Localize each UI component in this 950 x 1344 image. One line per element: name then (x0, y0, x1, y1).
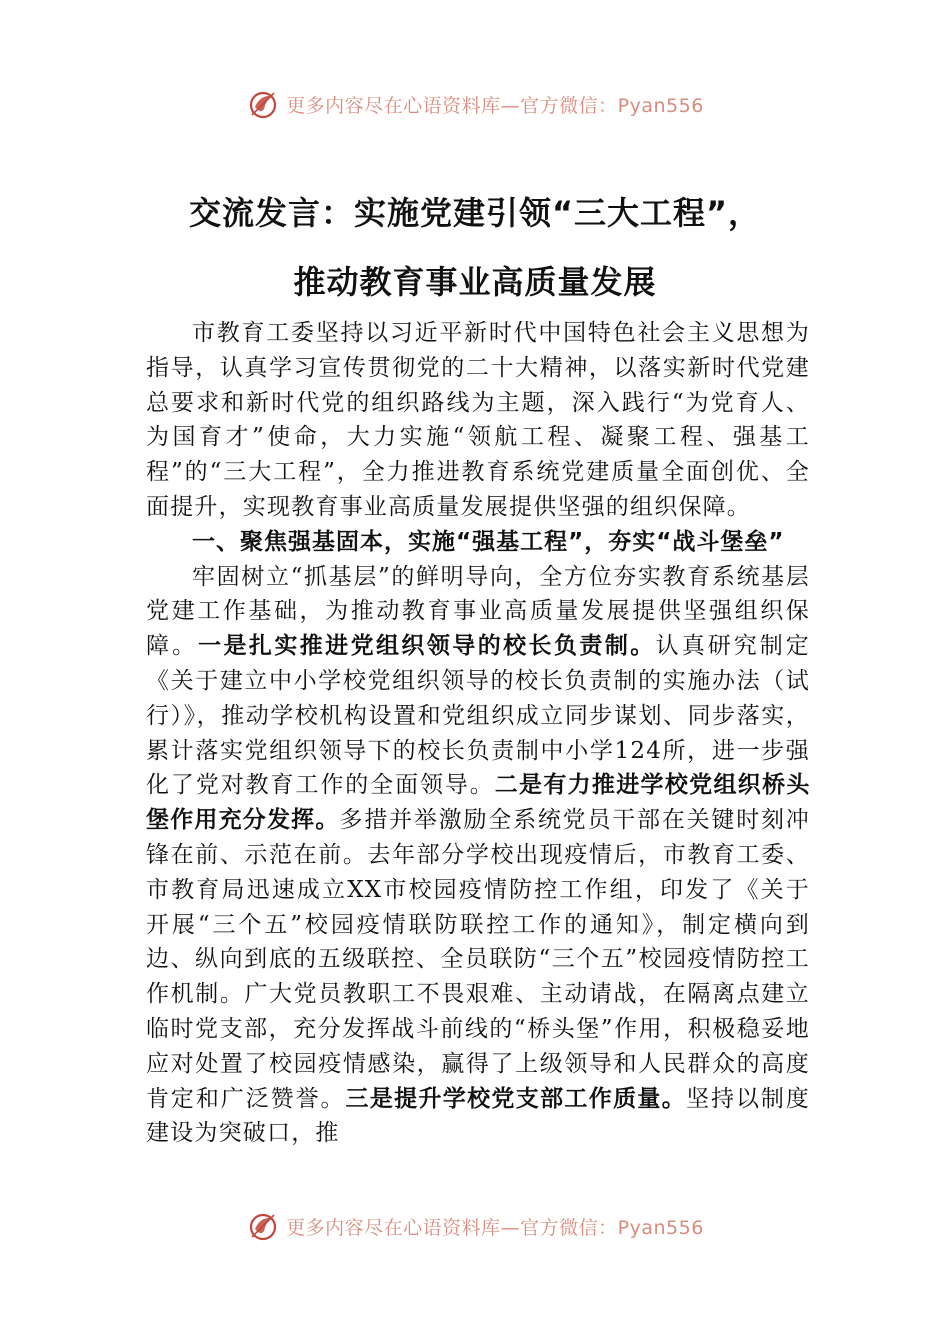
footer-watermark (0, 1206, 950, 1246)
watermark-logo-icon (246, 87, 280, 121)
point-3-text: 坚持以制度建设为突破口，推 (146, 1085, 810, 1147)
point-1-text: 认真研究制定《关于建立中小学校党组织领导的校长负责制的实施办法（试行）》，推动学校机构设置和党组织成立同步谋划、同步落实，累计落实党组织领导下的校长负责制中小学124所，进一步强化了党对教育工作的全面领导。 (146, 633, 810, 799)
watermark-text: 更多内容尽在心语资料库—官方微信：Pyan556 (286, 94, 704, 117)
section-1-lead: 牢固树立“抓基层”的鲜明导向，全方位夯实教育系统基层党建工作基础，为推动教育事业高质量发展提供坚强组织保障。 (146, 563, 810, 660)
intro-paragraph: 市教育工委坚持以习近平新时代中国特色社会主义思想为指导，认真学习宣传贯彻党的二十大精神，以落实新时代党建总要求和新时代党的组织路线为主题，深入践行“为党育人、为国育才”使命，大力实施“领航工程、凝聚工程、强基工程”的“三大工程”，全力推进教育系统党建质量全面创优、全面提升，实现教育事业高质量发展提供坚强的组织保障。 (146, 320, 810, 520)
point-2-text: 多措并举激励全系统党员干部在关键时刻冲锋在前、示范在前。去年部分学校出现疫情后，市教育工委、市教育局迅速成立XX市校园疫情防控工作组，印发了《关于开展“三个五”校园疫情联防联控工作的通知》，制定横向到边、纵向到底的五级联控、全员联防“三个五”校园疫情防控工作机制。广大党员教职工不畏艰难、主动请战，在隔离点建立临时党支部，充分发挥战斗前线的“桥头堡”作用，积极稳妥地应对处置了校园疫情感染，赢得了上级领导和人民群众的高度肯定和广泛赞誉。 (146, 807, 810, 1112)
watermark-text: 更多内容尽在心语资料库—官方微信：Pyan556 (286, 1216, 704, 1239)
section-1-paragraph (146, 560, 810, 1152)
watermark-logo-icon (246, 1209, 280, 1243)
document-body (146, 316, 810, 1151)
point-3-heading: 三是提升学校党支部工作质量。 (345, 1085, 687, 1112)
document-title-line-2: 推动教育事业高质量发展 (293, 263, 657, 301)
header-watermark (0, 84, 950, 124)
point-2-heading: 二是有力推进学校党组织桥头堡作用充分发挥。 (146, 772, 810, 834)
document-title-line-1: 交流发言：实施党建引领“三大工程”， (188, 194, 762, 232)
point-1-heading: 一是扎实推进党组织领导的校长负责制。 (198, 633, 656, 660)
section-heading-1: 一、聚焦强基固本，实施“强基工程”，夯实“战斗堡垒” (192, 528, 785, 555)
